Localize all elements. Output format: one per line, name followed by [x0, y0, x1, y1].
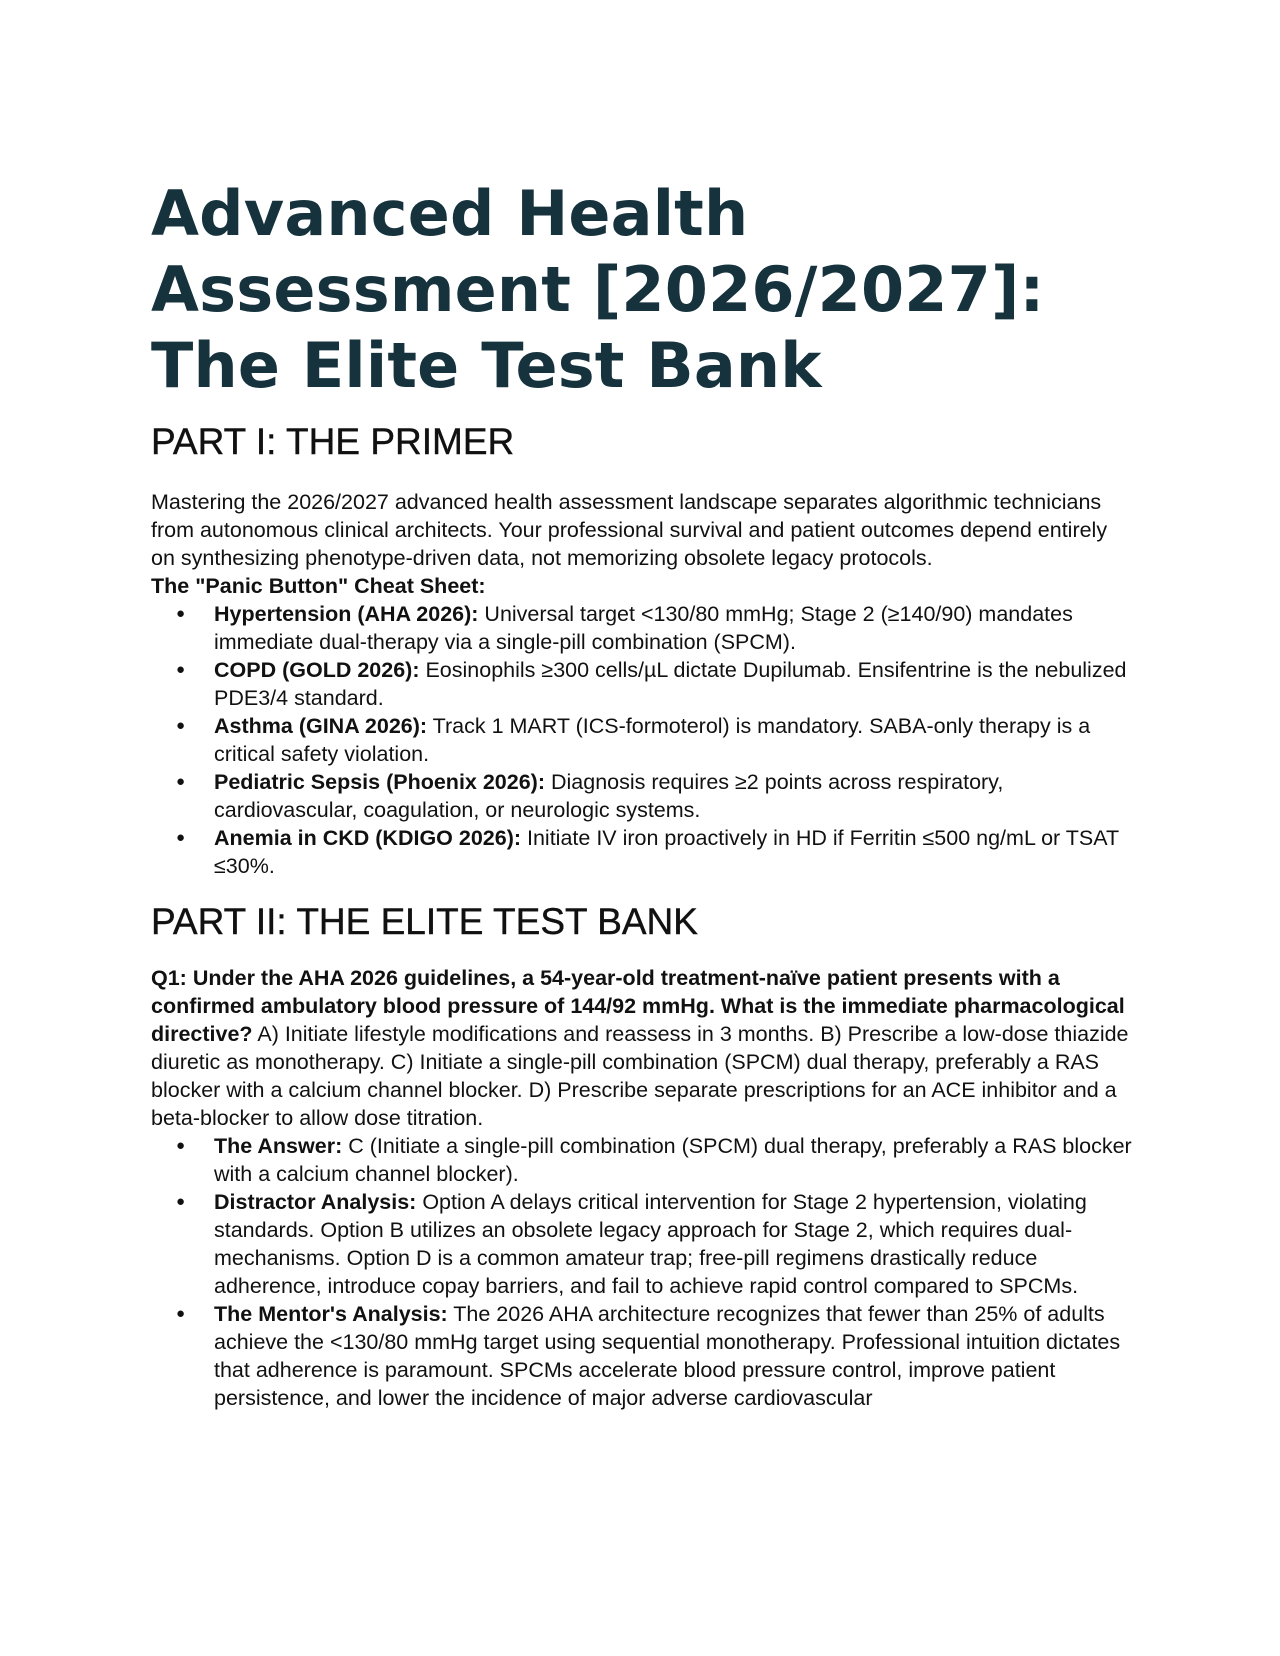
list-item — [151, 1132, 1136, 1188]
bullet-label: The Mentor's Analysis: — [214, 1302, 448, 1326]
bullet-text: Universal target <130/80 mmHg; Stage 2 (≥140/90) mandates immediate dual-therapy via a single-pill combination (SPCM). — [214, 602, 1073, 654]
bullet-label: The Answer: — [214, 1134, 343, 1158]
bullet-text: Track 1 MART (ICS-formoterol) is mandatory. SABA-only therapy is a critical safety violation. — [214, 714, 1091, 766]
bullet-text: The 2026 AHA architecture recognizes that fewer than 25% of adults achieve the <130/80 mmHg target using sequential monotherapy. Professional intuition dictates that adherence is paramount. SPCMs accelerate blood pressure control, improve patient persistence, and lower the incidence of major adverse cardiovascular — [214, 1302, 1121, 1410]
list-item — [151, 600, 1136, 656]
part2-heading: PART II: THE ELITE TEST BANK — [151, 901, 698, 942]
part1-heading: PART I: THE PRIMER — [151, 421, 515, 462]
bullet-text: Option A delays critical intervention for Stage 2 hypertension, violating standards. Option B utilizes an obsolete legacy approach for Stage 2, which requires dual-mechanisms. Option D is a common amateur trap; free-pill regimens drastically reduce adherence, introduce copay barriers, and fail to achieve rapid control compared to SPCMs. — [214, 1190, 1087, 1298]
cheat-sheet-label: The "Panic Button" Cheat Sheet: — [151, 574, 486, 598]
question-stem: Q1: Under the AHA 2026 guidelines, a 54-year-old treatment-naïve patient presents with a confirmed ambulatory blood pressure of 144/92 mmHg. What is the immediate pharmacological directive? — [151, 966, 1125, 1046]
bullet-icon: ● — [176, 829, 186, 846]
bullet-label: Anemia in CKD (KDIGO 2026): — [214, 826, 522, 850]
bullet-text: Initiate IV iron proactively in HD if Ferritin ≤500 ng/mL or TSAT ≤30%. — [214, 826, 1119, 878]
bullet-text: Eosinophils ≥300 cells/µL dictate Dupilumab. Ensifentrine is the nebulized PDE3/4 standard. — [214, 658, 1127, 710]
list-item — [151, 1300, 1136, 1412]
list-item — [151, 768, 1136, 824]
list-item — [151, 712, 1136, 768]
bullet-label: Distractor Analysis: — [214, 1190, 417, 1214]
bullet-label: Hypertension (AHA 2026): — [214, 602, 479, 626]
bullet-text: Diagnosis requires ≥2 points across respiratory, cardiovascular, coagulation, or neurologic systems. — [214, 770, 1004, 822]
answer-list — [151, 1132, 1136, 1412]
bullet-icon: ● — [176, 1193, 186, 1210]
part1-intro: Mastering the 2026/2027 advanced health assessment landscape separates algorithmic technicians from autonomous clinical architects. Your professional survival and patient outcomes depend entirely on synthesizing phenotype-driven data, not memorizing obsolete legacy protocols. — [151, 490, 1108, 570]
bullet-label: Asthma (GINA 2026): — [214, 714, 428, 738]
list-item — [151, 1188, 1136, 1300]
bullet-icon: ● — [176, 661, 186, 678]
question-1 — [151, 964, 1136, 1132]
list-item — [151, 824, 1136, 880]
list-item — [151, 656, 1136, 712]
bullet-icon: ● — [176, 605, 186, 622]
bullet-icon: ● — [176, 773, 186, 790]
question-options: A) Initiate lifestyle modifications and reassess in 3 months. B) Prescribe a low-dose thiazide diuretic as monotherapy. C) Initiate a single-pill combination (SPCM) dual therapy, preferably a RAS blocker with a calcium channel blocker. D) Prescribe separate prescriptions for an ACE inhibitor and a beta-blocker to allow dose titration. — [151, 1022, 1129, 1130]
document-page — [151, 176, 1136, 1412]
bullet-icon: ● — [176, 1305, 186, 1322]
bullet-icon: ● — [176, 717, 186, 734]
cheat-sheet-list — [151, 600, 1136, 880]
bullet-text: C (Initiate a single-pill combination (SPCM) dual therapy, preferably a RAS blocker with a calcium channel blocker). — [214, 1134, 1132, 1186]
document-title: Advanced Health Assessment [2026/2027]: The Elite Test Bank — [151, 177, 1045, 402]
bullet-label: Pediatric Sepsis (Phoenix 2026): — [214, 770, 545, 794]
bullet-label: COPD (GOLD 2026): — [214, 658, 420, 682]
bullet-icon: ● — [176, 1137, 186, 1154]
